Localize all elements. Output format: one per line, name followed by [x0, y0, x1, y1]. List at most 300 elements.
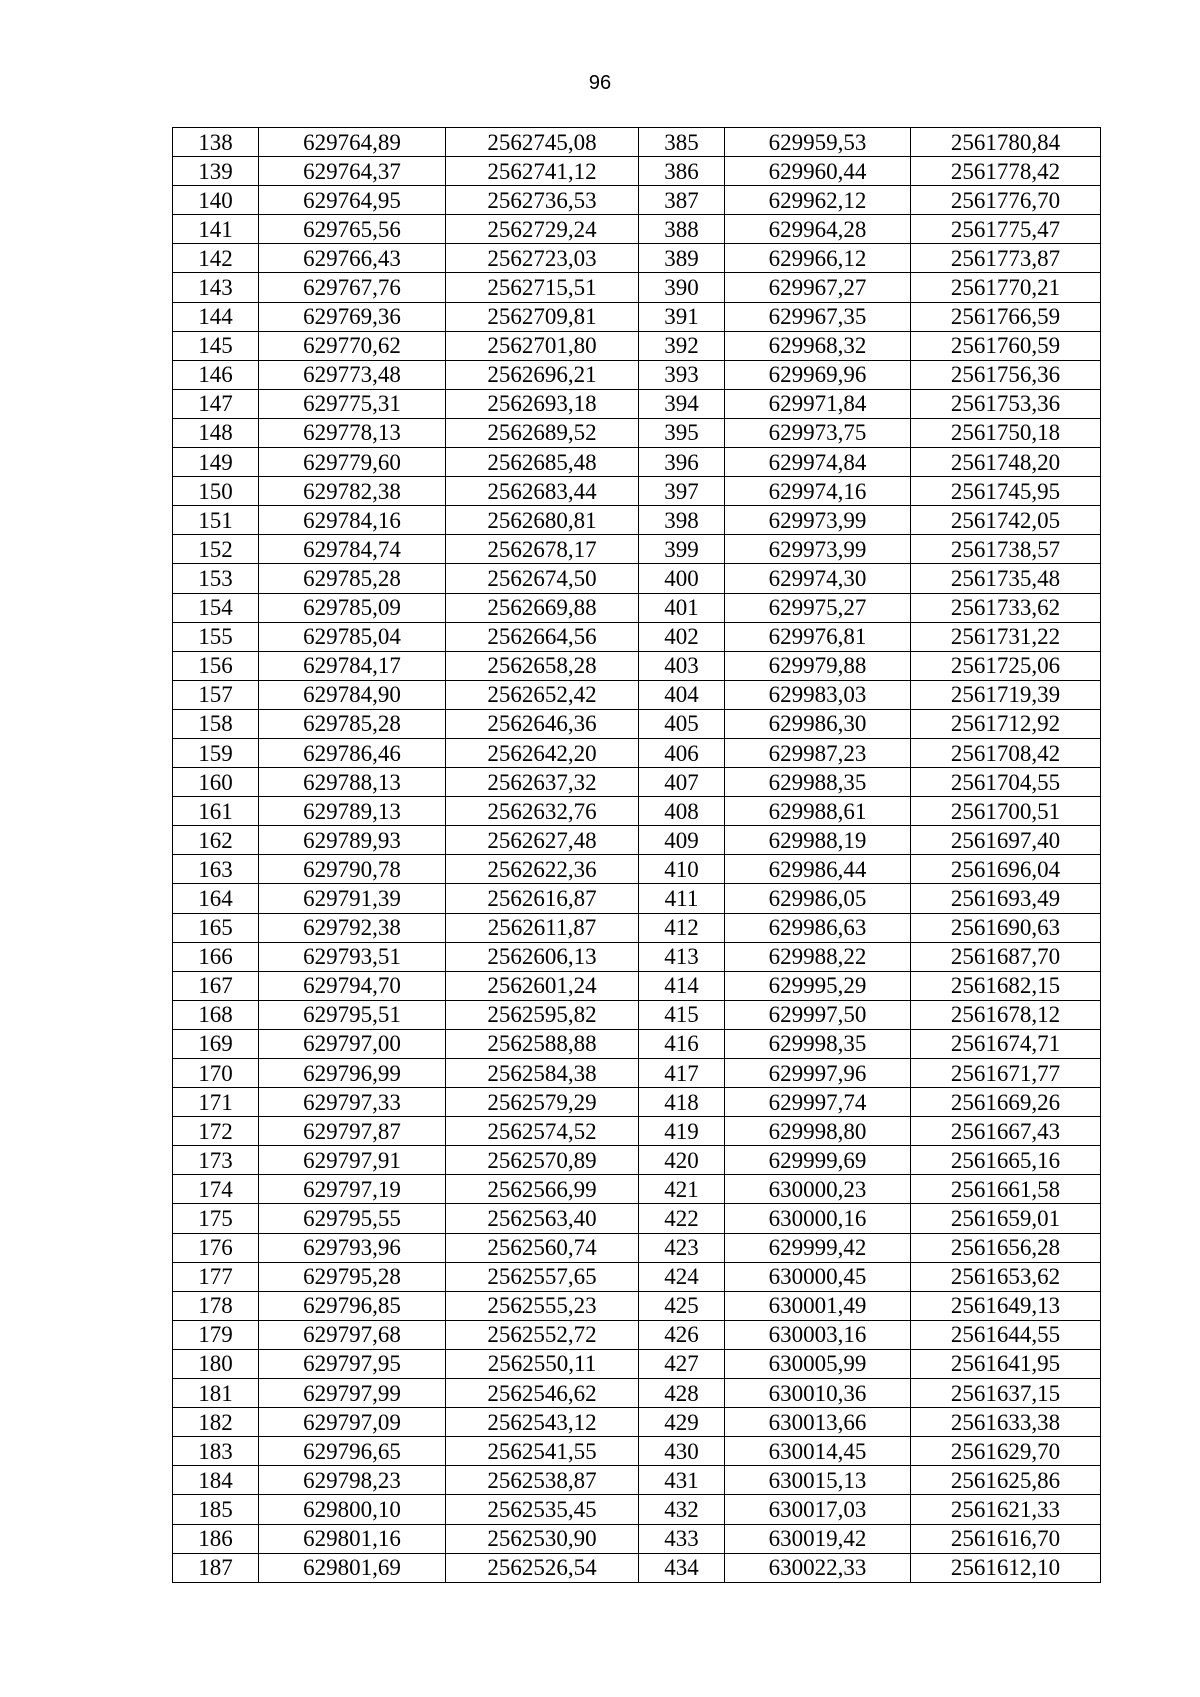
x-coordinate-cell: 629784,16	[259, 506, 446, 535]
x-coordinate-cell: 629995,29	[725, 971, 911, 1000]
x-coordinate-cell: 629769,36	[259, 302, 446, 331]
x-coordinate-cell: 630001,49	[725, 1291, 911, 1320]
x-coordinate-cell: 629797,68	[259, 1320, 446, 1349]
point-number-cell: 404	[639, 680, 725, 709]
y-coordinate-cell: 2561629,70	[911, 1437, 1101, 1466]
point-number-cell: 411	[639, 884, 725, 913]
x-coordinate-cell: 629795,55	[259, 1204, 446, 1233]
y-coordinate-cell: 2561708,42	[911, 738, 1101, 767]
table-row	[173, 1349, 1101, 1378]
table-row	[173, 1466, 1101, 1495]
point-number-cell: 169	[173, 1029, 259, 1058]
point-number-cell: 421	[639, 1175, 725, 1204]
y-coordinate-cell: 2562541,55	[446, 1437, 639, 1466]
y-coordinate-cell: 2561644,55	[911, 1320, 1101, 1349]
y-coordinate-cell: 2562637,32	[446, 768, 639, 797]
point-number-cell: 158	[173, 709, 259, 738]
x-coordinate-cell: 629784,74	[259, 535, 446, 564]
x-coordinate-cell: 629766,43	[259, 244, 446, 273]
table-row	[173, 651, 1101, 680]
x-coordinate-cell: 629797,09	[259, 1408, 446, 1437]
x-coordinate-cell: 629784,90	[259, 680, 446, 709]
point-number-cell: 165	[173, 913, 259, 942]
y-coordinate-cell: 2562616,87	[446, 884, 639, 913]
x-coordinate-cell: 629793,51	[259, 942, 446, 971]
y-coordinate-cell: 2561653,62	[911, 1262, 1101, 1291]
x-coordinate-cell: 629797,19	[259, 1175, 446, 1204]
x-coordinate-cell: 629790,78	[259, 855, 446, 884]
point-number-cell: 161	[173, 797, 259, 826]
y-coordinate-cell: 2562555,23	[446, 1291, 639, 1320]
point-number-cell: 167	[173, 971, 259, 1000]
point-number-cell: 180	[173, 1349, 259, 1378]
y-coordinate-cell: 2562538,87	[446, 1466, 639, 1495]
x-coordinate-cell: 629997,74	[725, 1088, 911, 1117]
x-coordinate-cell: 629797,91	[259, 1146, 446, 1175]
table-row	[173, 360, 1101, 389]
y-coordinate-cell: 2561669,26	[911, 1088, 1101, 1117]
point-number-cell: 401	[639, 593, 725, 622]
point-number-cell: 395	[639, 418, 725, 447]
y-coordinate-cell: 2561696,04	[911, 855, 1101, 884]
y-coordinate-cell: 2561621,33	[911, 1495, 1101, 1524]
y-coordinate-cell: 2562646,36	[446, 709, 639, 738]
point-number-cell: 155	[173, 622, 259, 651]
x-coordinate-cell: 629974,16	[725, 477, 911, 506]
y-coordinate-cell: 2562709,81	[446, 302, 639, 331]
point-number-cell: 416	[639, 1029, 725, 1058]
y-coordinate-cell: 2561731,22	[911, 622, 1101, 651]
table-row	[173, 535, 1101, 564]
point-number-cell: 147	[173, 389, 259, 418]
x-coordinate-cell: 629784,17	[259, 651, 446, 680]
point-number-cell: 394	[639, 389, 725, 418]
y-coordinate-cell: 2561778,42	[911, 157, 1101, 186]
x-coordinate-cell: 629973,99	[725, 535, 911, 564]
point-number-cell: 176	[173, 1233, 259, 1262]
x-coordinate-cell: 630000,45	[725, 1262, 911, 1291]
table-row	[173, 244, 1101, 273]
table-row	[173, 448, 1101, 477]
point-number-cell: 414	[639, 971, 725, 1000]
point-number-cell: 418	[639, 1088, 725, 1117]
x-coordinate-cell: 629971,84	[725, 389, 911, 418]
x-coordinate-cell: 629801,69	[259, 1553, 446, 1582]
x-coordinate-cell: 629793,96	[259, 1233, 446, 1262]
x-coordinate-cell: 629973,75	[725, 418, 911, 447]
y-coordinate-cell: 2562723,03	[446, 244, 639, 273]
table-row	[173, 128, 1101, 157]
point-number-cell: 419	[639, 1117, 725, 1146]
point-number-cell: 390	[639, 273, 725, 302]
x-coordinate-cell: 629782,38	[259, 477, 446, 506]
x-coordinate-cell: 629797,99	[259, 1379, 446, 1408]
y-coordinate-cell: 2561661,58	[911, 1175, 1101, 1204]
y-coordinate-cell: 2561633,38	[911, 1408, 1101, 1437]
point-number-cell: 431	[639, 1466, 725, 1495]
y-coordinate-cell: 2562579,29	[446, 1088, 639, 1117]
point-number-cell: 177	[173, 1262, 259, 1291]
x-coordinate-cell: 629791,39	[259, 884, 446, 913]
table-row	[173, 709, 1101, 738]
table-row	[173, 157, 1101, 186]
table-row	[173, 1495, 1101, 1524]
point-number-cell: 420	[639, 1146, 725, 1175]
point-number-cell: 397	[639, 477, 725, 506]
y-coordinate-cell: 2562588,88	[446, 1029, 639, 1058]
x-coordinate-cell: 629967,27	[725, 273, 911, 302]
y-coordinate-cell: 2561612,10	[911, 1553, 1101, 1582]
x-coordinate-cell: 629796,99	[259, 1059, 446, 1088]
x-coordinate-cell: 629964,28	[725, 215, 911, 244]
table-row	[173, 593, 1101, 622]
point-number-cell: 432	[639, 1495, 725, 1524]
point-number-cell: 422	[639, 1204, 725, 1233]
point-number-cell: 138	[173, 128, 259, 157]
y-coordinate-cell: 2561693,49	[911, 884, 1101, 913]
y-coordinate-cell: 2562680,81	[446, 506, 639, 535]
y-coordinate-cell: 2562601,24	[446, 971, 639, 1000]
point-number-cell: 163	[173, 855, 259, 884]
table-row	[173, 1437, 1101, 1466]
y-coordinate-cell: 2562652,42	[446, 680, 639, 709]
x-coordinate-cell: 629959,53	[725, 128, 911, 157]
point-number-cell: 430	[639, 1437, 725, 1466]
y-coordinate-cell: 2561665,16	[911, 1146, 1101, 1175]
point-number-cell: 145	[173, 331, 259, 360]
x-coordinate-cell: 630017,03	[725, 1495, 911, 1524]
y-coordinate-cell: 2561674,71	[911, 1029, 1101, 1058]
y-coordinate-cell: 2561745,95	[911, 477, 1101, 506]
y-coordinate-cell: 2561682,15	[911, 971, 1101, 1000]
x-coordinate-cell: 629789,93	[259, 826, 446, 855]
x-coordinate-cell: 630005,99	[725, 1349, 911, 1378]
x-coordinate-cell: 629962,12	[725, 186, 911, 215]
table-row	[173, 331, 1101, 360]
y-coordinate-cell: 2561735,48	[911, 564, 1101, 593]
x-coordinate-cell: 629976,81	[725, 622, 911, 651]
x-coordinate-cell: 629797,00	[259, 1029, 446, 1058]
y-coordinate-cell: 2561641,95	[911, 1349, 1101, 1378]
x-coordinate-cell: 629986,30	[725, 709, 911, 738]
x-coordinate-cell: 629773,48	[259, 360, 446, 389]
point-number-cell: 159	[173, 738, 259, 767]
point-number-cell: 182	[173, 1408, 259, 1437]
point-number-cell: 391	[639, 302, 725, 331]
y-coordinate-cell: 2562669,88	[446, 593, 639, 622]
point-number-cell: 424	[639, 1262, 725, 1291]
y-coordinate-cell: 2562566,99	[446, 1175, 639, 1204]
point-number-cell: 407	[639, 768, 725, 797]
table-row	[173, 1320, 1101, 1349]
y-coordinate-cell: 2562557,65	[446, 1262, 639, 1291]
table-row	[173, 680, 1101, 709]
x-coordinate-cell: 629800,10	[259, 1495, 446, 1524]
point-number-cell: 179	[173, 1320, 259, 1349]
x-coordinate-cell: 629968,32	[725, 331, 911, 360]
y-coordinate-cell: 2562546,62	[446, 1379, 639, 1408]
point-number-cell: 170	[173, 1059, 259, 1088]
y-coordinate-cell: 2561697,40	[911, 826, 1101, 855]
x-coordinate-cell: 629785,09	[259, 593, 446, 622]
y-coordinate-cell: 2562543,12	[446, 1408, 639, 1437]
point-number-cell: 396	[639, 448, 725, 477]
y-coordinate-cell: 2562736,53	[446, 186, 639, 215]
point-number-cell: 392	[639, 331, 725, 360]
point-number-cell: 184	[173, 1466, 259, 1495]
point-number-cell: 154	[173, 593, 259, 622]
point-number-cell: 166	[173, 942, 259, 971]
table-row	[173, 826, 1101, 855]
point-number-cell: 143	[173, 273, 259, 302]
point-number-cell: 151	[173, 506, 259, 535]
y-coordinate-cell: 2562552,72	[446, 1320, 639, 1349]
table-row	[173, 1088, 1101, 1117]
x-coordinate-cell: 629795,28	[259, 1262, 446, 1291]
y-coordinate-cell: 2562696,21	[446, 360, 639, 389]
x-coordinate-cell: 629778,13	[259, 418, 446, 447]
y-coordinate-cell: 2561725,06	[911, 651, 1101, 680]
table-row	[173, 1146, 1101, 1175]
y-coordinate-cell: 2562674,50	[446, 564, 639, 593]
table-row	[173, 418, 1101, 447]
point-number-cell: 139	[173, 157, 259, 186]
table-row	[173, 1117, 1101, 1146]
table-row	[173, 1233, 1101, 1262]
point-number-cell: 410	[639, 855, 725, 884]
point-number-cell: 185	[173, 1495, 259, 1524]
point-number-cell: 157	[173, 680, 259, 709]
y-coordinate-cell: 2562563,40	[446, 1204, 639, 1233]
x-coordinate-cell: 629988,61	[725, 797, 911, 826]
point-number-cell: 141	[173, 215, 259, 244]
y-coordinate-cell: 2561760,59	[911, 331, 1101, 360]
table-row	[173, 1029, 1101, 1058]
y-coordinate-cell: 2562729,24	[446, 215, 639, 244]
y-coordinate-cell: 2561712,92	[911, 709, 1101, 738]
point-number-cell: 153	[173, 564, 259, 593]
table-row	[173, 273, 1101, 302]
table-row	[173, 506, 1101, 535]
x-coordinate-cell: 629764,89	[259, 128, 446, 157]
point-number-cell: 408	[639, 797, 725, 826]
y-coordinate-cell: 2561770,21	[911, 273, 1101, 302]
point-number-cell: 389	[639, 244, 725, 273]
x-coordinate-cell: 629789,13	[259, 797, 446, 826]
x-coordinate-cell: 629797,87	[259, 1117, 446, 1146]
point-number-cell: 409	[639, 826, 725, 855]
page-number: 96	[588, 72, 612, 94]
y-coordinate-cell: 2562701,80	[446, 331, 639, 360]
y-coordinate-cell: 2561678,12	[911, 1000, 1101, 1029]
y-coordinate-cell: 2562622,36	[446, 855, 639, 884]
x-coordinate-cell: 629798,23	[259, 1466, 446, 1495]
point-number-cell: 149	[173, 448, 259, 477]
x-coordinate-cell: 630010,36	[725, 1379, 911, 1408]
y-coordinate-cell: 2561738,57	[911, 535, 1101, 564]
point-number-cell: 412	[639, 913, 725, 942]
y-coordinate-cell: 2561667,43	[911, 1117, 1101, 1146]
y-coordinate-cell: 2561700,51	[911, 797, 1101, 826]
point-number-cell: 434	[639, 1553, 725, 1582]
x-coordinate-cell: 629966,12	[725, 244, 911, 273]
point-number-cell: 168	[173, 1000, 259, 1029]
table-row	[173, 1175, 1101, 1204]
x-coordinate-cell: 630000,16	[725, 1204, 911, 1233]
point-number-cell: 415	[639, 1000, 725, 1029]
x-coordinate-cell: 629973,99	[725, 506, 911, 535]
point-number-cell: 160	[173, 768, 259, 797]
y-coordinate-cell: 2562632,76	[446, 797, 639, 826]
y-coordinate-cell: 2562658,28	[446, 651, 639, 680]
point-number-cell: 148	[173, 418, 259, 447]
x-coordinate-cell: 629983,03	[725, 680, 911, 709]
x-coordinate-cell: 629999,42	[725, 1233, 911, 1262]
x-coordinate-cell: 629986,63	[725, 913, 911, 942]
y-coordinate-cell: 2562678,17	[446, 535, 639, 564]
table-row	[173, 1204, 1101, 1233]
y-coordinate-cell: 2562642,20	[446, 738, 639, 767]
table-row	[173, 971, 1101, 1000]
y-coordinate-cell: 2561733,62	[911, 593, 1101, 622]
y-coordinate-cell: 2561719,39	[911, 680, 1101, 709]
x-coordinate-cell: 629797,33	[259, 1088, 446, 1117]
x-coordinate-cell: 629779,60	[259, 448, 446, 477]
x-coordinate-cell: 629801,16	[259, 1524, 446, 1553]
point-number-cell: 187	[173, 1553, 259, 1582]
x-coordinate-cell: 629960,44	[725, 157, 911, 186]
point-number-cell: 429	[639, 1408, 725, 1437]
table-row	[173, 1379, 1101, 1408]
y-coordinate-cell: 2562611,87	[446, 913, 639, 942]
x-coordinate-cell: 629767,76	[259, 273, 446, 302]
point-number-cell: 402	[639, 622, 725, 651]
table-row	[173, 797, 1101, 826]
x-coordinate-cell: 629770,62	[259, 331, 446, 360]
y-coordinate-cell: 2561637,15	[911, 1379, 1101, 1408]
point-number-cell: 181	[173, 1379, 259, 1408]
x-coordinate-cell: 629974,84	[725, 448, 911, 477]
point-number-cell: 400	[639, 564, 725, 593]
y-coordinate-cell: 2561750,18	[911, 418, 1101, 447]
x-coordinate-cell: 630014,45	[725, 1437, 911, 1466]
x-coordinate-cell: 629785,28	[259, 564, 446, 593]
y-coordinate-cell: 2562664,56	[446, 622, 639, 651]
table-row	[173, 1408, 1101, 1437]
table-row	[173, 855, 1101, 884]
x-coordinate-cell: 629999,69	[725, 1146, 911, 1175]
x-coordinate-cell: 629796,65	[259, 1437, 446, 1466]
point-number-cell: 173	[173, 1146, 259, 1175]
y-coordinate-cell: 2561690,63	[911, 913, 1101, 942]
y-coordinate-cell: 2562685,48	[446, 448, 639, 477]
y-coordinate-cell: 2562689,52	[446, 418, 639, 447]
y-coordinate-cell: 2561780,84	[911, 128, 1101, 157]
coordinates-table	[172, 127, 1101, 1583]
point-number-cell: 423	[639, 1233, 725, 1262]
y-coordinate-cell: 2561766,59	[911, 302, 1101, 331]
table-row	[173, 884, 1101, 913]
y-coordinate-cell: 2562595,82	[446, 1000, 639, 1029]
x-coordinate-cell: 629987,23	[725, 738, 911, 767]
y-coordinate-cell: 2561687,70	[911, 942, 1101, 971]
x-coordinate-cell: 629997,50	[725, 1000, 911, 1029]
x-coordinate-cell: 629988,35	[725, 768, 911, 797]
y-coordinate-cell: 2562550,11	[446, 1349, 639, 1378]
y-coordinate-cell: 2562526,54	[446, 1553, 639, 1582]
point-number-cell: 387	[639, 186, 725, 215]
y-coordinate-cell: 2562584,38	[446, 1059, 639, 1088]
y-coordinate-cell: 2561756,36	[911, 360, 1101, 389]
x-coordinate-cell: 630015,13	[725, 1466, 911, 1495]
x-coordinate-cell: 629988,19	[725, 826, 911, 855]
x-coordinate-cell: 629967,35	[725, 302, 911, 331]
point-number-cell: 428	[639, 1379, 725, 1408]
table-row	[173, 942, 1101, 971]
point-number-cell: 164	[173, 884, 259, 913]
table-row	[173, 738, 1101, 767]
y-coordinate-cell: 2561748,20	[911, 448, 1101, 477]
point-number-cell: 178	[173, 1291, 259, 1320]
point-number-cell: 425	[639, 1291, 725, 1320]
x-coordinate-cell: 629986,44	[725, 855, 911, 884]
point-number-cell: 150	[173, 477, 259, 506]
point-number-cell: 152	[173, 535, 259, 564]
x-coordinate-cell: 629765,56	[259, 215, 446, 244]
point-number-cell: 399	[639, 535, 725, 564]
table-row	[173, 564, 1101, 593]
x-coordinate-cell: 629795,51	[259, 1000, 446, 1029]
x-coordinate-cell: 629998,80	[725, 1117, 911, 1146]
point-number-cell: 140	[173, 186, 259, 215]
x-coordinate-cell: 629986,05	[725, 884, 911, 913]
point-number-cell: 417	[639, 1059, 725, 1088]
y-coordinate-cell: 2561776,70	[911, 186, 1101, 215]
y-coordinate-cell: 2561742,05	[911, 506, 1101, 535]
y-coordinate-cell: 2562745,08	[446, 128, 639, 157]
x-coordinate-cell: 629775,31	[259, 389, 446, 418]
point-number-cell: 162	[173, 826, 259, 855]
x-coordinate-cell: 629796,85	[259, 1291, 446, 1320]
point-number-cell: 413	[639, 942, 725, 971]
x-coordinate-cell: 630022,33	[725, 1553, 911, 1582]
point-number-cell: 427	[639, 1349, 725, 1378]
table-row	[173, 622, 1101, 651]
x-coordinate-cell: 629788,13	[259, 768, 446, 797]
point-number-cell: 393	[639, 360, 725, 389]
y-coordinate-cell: 2562627,48	[446, 826, 639, 855]
point-number-cell: 186	[173, 1524, 259, 1553]
x-coordinate-cell: 630003,16	[725, 1320, 911, 1349]
table-row	[173, 302, 1101, 331]
x-coordinate-cell: 629794,70	[259, 971, 446, 1000]
y-coordinate-cell: 2561671,77	[911, 1059, 1101, 1088]
point-number-cell: 183	[173, 1437, 259, 1466]
point-number-cell: 171	[173, 1088, 259, 1117]
x-coordinate-cell: 629997,96	[725, 1059, 911, 1088]
x-coordinate-cell: 629969,96	[725, 360, 911, 389]
point-number-cell: 385	[639, 128, 725, 157]
y-coordinate-cell: 2561616,70	[911, 1524, 1101, 1553]
y-coordinate-cell: 2561656,28	[911, 1233, 1101, 1262]
y-coordinate-cell: 2561659,01	[911, 1204, 1101, 1233]
y-coordinate-cell: 2561753,36	[911, 389, 1101, 418]
point-number-cell: 388	[639, 215, 725, 244]
x-coordinate-cell: 629785,04	[259, 622, 446, 651]
x-coordinate-cell: 629975,27	[725, 593, 911, 622]
point-number-cell: 403	[639, 651, 725, 680]
y-coordinate-cell: 2561649,13	[911, 1291, 1101, 1320]
